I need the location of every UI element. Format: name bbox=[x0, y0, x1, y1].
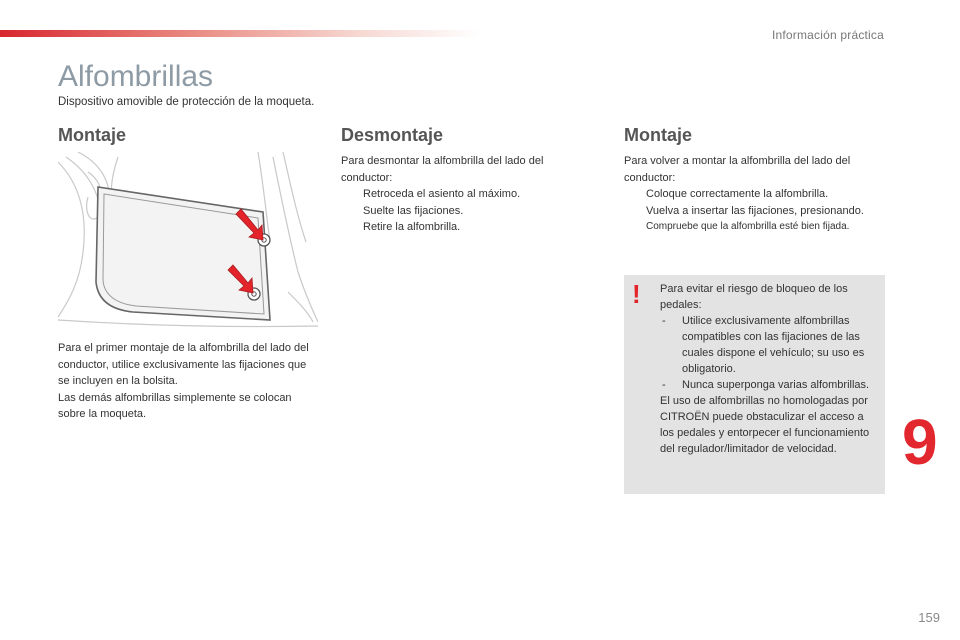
col3-step-list bbox=[624, 186, 894, 236]
warning-icon: ! bbox=[632, 279, 641, 309]
list-item: Retroceda el asiento al máximo. bbox=[363, 188, 521, 200]
col3-text bbox=[624, 153, 894, 236]
list-item: Suelte las fijaciones. bbox=[363, 204, 464, 217]
col3-intro: Para volver a montar la alfombrilla del lado del conductor: bbox=[624, 155, 851, 184]
page-number: 159 bbox=[918, 610, 940, 625]
list-item: - Nunca superponga varias alfombrillas. bbox=[662, 379, 870, 391]
header-accent-bar bbox=[0, 30, 480, 37]
list-item: Coloque correctamente la alfombrilla. bbox=[646, 188, 829, 200]
dash-icon: - bbox=[662, 379, 666, 391]
warning-intro: Para evitar el riesgo de bloqueo de los pedales: bbox=[660, 283, 848, 311]
col1-paragraph-1: Para el primer montaje de la alfombrilla del lado del conductor, utilice exclusivamente las fijaciones que se incluyen en la bolsita. bbox=[58, 342, 309, 387]
col1-paragraph-2: Las demás alfombrillas simplemente se colocan sobre la moqueta. bbox=[58, 391, 292, 420]
warning-list bbox=[660, 313, 878, 393]
col2-intro: Para desmontar la alfombrilla del lado del conductor: bbox=[341, 155, 544, 184]
chapter-number: 9 bbox=[902, 406, 938, 478]
heading-montaje-2: Montaje bbox=[624, 125, 693, 145]
heading-desmontaje: Desmontaje bbox=[341, 125, 444, 145]
heading-montaje-1: Montaje bbox=[58, 125, 127, 145]
page-title: Alfombrillas bbox=[58, 60, 214, 93]
page-subtitle: Dispositivo amovible de protección de la moqueta. bbox=[58, 96, 315, 108]
list-item: Vuelva a insertar las fijaciones, presionando. bbox=[646, 204, 864, 217]
col2-step-list bbox=[341, 186, 586, 236]
warning-body: El uso de alfombrillas no homologadas por CITROËN puede obstaculizar el acceso a los pedales y entorpecer el funcionamiento del regulador/limitador de velocidad. bbox=[660, 395, 870, 455]
dash-icon: - bbox=[662, 315, 666, 327]
list-item: Retire la alfombrilla. bbox=[363, 221, 461, 233]
section-header: Información práctica bbox=[771, 28, 884, 42]
list-item: Compruebe que la alfombrilla esté bien fijada. bbox=[646, 221, 850, 232]
warning-box bbox=[624, 275, 885, 494]
floor-mat-illustration bbox=[58, 152, 318, 330]
warning-text bbox=[660, 281, 878, 457]
col1-text bbox=[58, 340, 313, 423]
col2-text bbox=[341, 153, 586, 236]
list-item: - Utilice exclusivamente alfombrillas compatibles con las fijaciones de las cuales dispone el vehículo; su uso es obligatorio. bbox=[662, 315, 865, 375]
